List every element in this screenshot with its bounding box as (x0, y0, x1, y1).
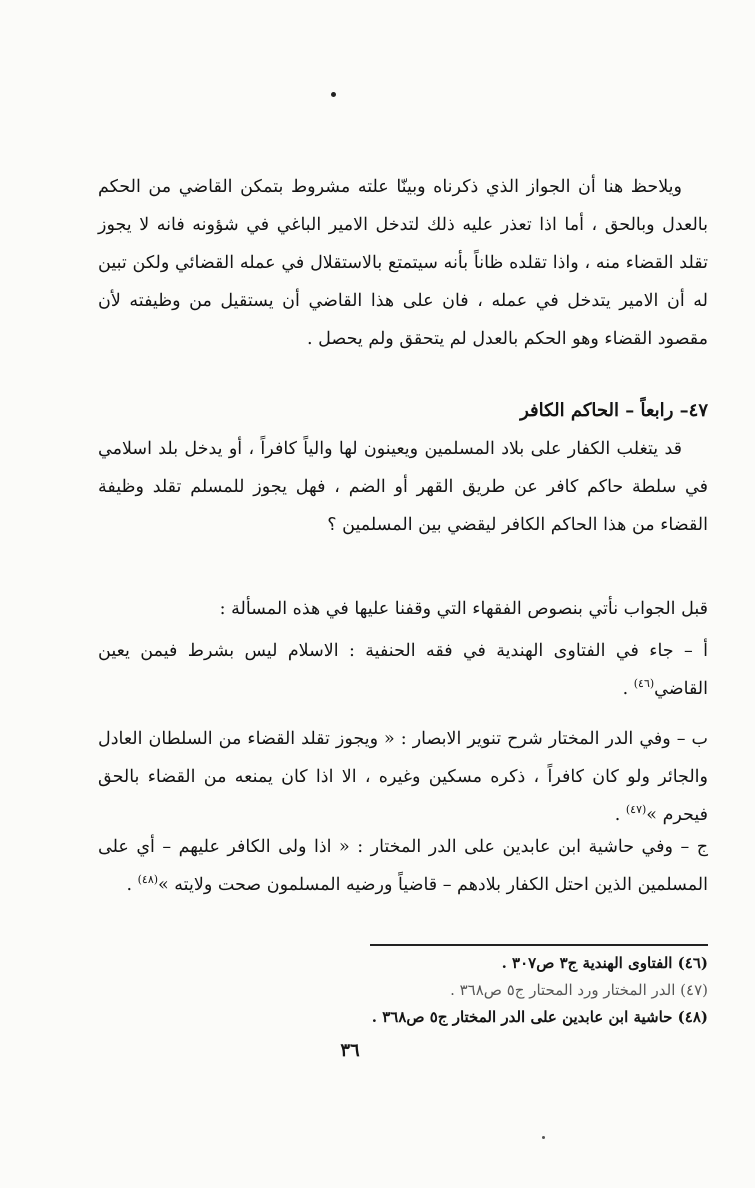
page-number: ٣٦ (340, 1040, 360, 1061)
footnote-46: (٤٦) الفتاوى الهندية ج٣ ص٣٠٧ . (501, 954, 708, 972)
quote-item-c: ج – وفي حاشية ابن عابدين على الدر المختار : « اذا ولى الكافر عليهم – أي على المسلمين الذين احتل الكفار بلادهم – قاضياً ورضيه المسلمون صحت ولايته »$^{(٤٨)}$ . (98, 837, 708, 895)
main-text (98, 168, 708, 358)
section-body (98, 430, 708, 544)
answer-intro: قبل الجواب نأتي بنصوص الفقهاء التي وقفنا عليها في هذه المسألة : (219, 599, 708, 619)
footnote-48: (٤٨) حاشية ابن عابدين على الدر المختار ج٥ ص٣٦٨ . (371, 1008, 708, 1026)
paragraph-joint-validity (98, 168, 708, 358)
footnotes (160, 950, 708, 1031)
footnote-separator (370, 944, 708, 946)
footnote-47: (٤٧) الدر المختار ورد المحتار ج٥ ص٣٦٨ . (450, 981, 708, 999)
section-heading: ٤٧– رابعاً – الحاكم الكافر (520, 400, 708, 421)
section-heading-block (98, 392, 708, 430)
top-ornament-dot (331, 92, 336, 97)
paragraph-2-text: قد يتغلب الكفار على بلاد المسلمين ويعينون لها والياً كافراً ، أو يدخل بلد اسلامي في سلطة حاكم كافر عن طريق القهر أو الضم ، فهل يجوز للمسلم تقلد وظيفة القضاء من هذا الحاكم الكافر ليقضي بين المسلمين ؟ (98, 439, 708, 535)
quote-item-a: أ – جاء في الفتاوى الهندية في فقه الحنفية : الاسلام ليس بشرط فيمن يعين القاضي$^{(٤٦)}$ . (98, 641, 708, 699)
item-c-text: ج – وفي حاشية ابن عابدين على الدر المختار : « اذا ولى الكافر عليهم – أي على المسلمين الذين احتل الكفار بلادهم – قاضياً ورضيه المسلمون صحت ولايته » (98, 837, 708, 895)
paragraph-1-text: ويلاحظ هنا أن الجواز الذي ذكرناه وبينّا علته مشروط بتمكن القاضي من الحكم بالعدل وبالحق ، أما اذا تعذر عليه ذلك لتدخل الامير الباغي في شؤونه فانه لا يجوز تقلد القضاء منه ، واذا تقلده ظاناً بأنه سيتمتع بالاستقلال في عمله القضائي ولكن تبين له أن الامير يتدخل في عمله ، فان على هذا القاضي أن يستقيل من وظيفته لأن مقصود القضاء وهو الحكم بالعدل لم يتحقق ولم يحصل . (98, 177, 708, 349)
quote-item-b: ب – وفي الدر المختار شرح تنوير الابصار : « ويجوز تقلد القضاء من السلطان العادل والجائر ولو كان كافراً ، ذكره مسكين وغيره ، الا اذا كان يمنعه من القضاء بالحق فيحرم »$^{(٤٧)}$ . (98, 729, 708, 825)
item-b-text: ب – وفي الدر المختار شرح تنوير الابصار : « ويجوز تقلد القضاء من السلطان العادل والجائر ولو كان كافراً ، ذكره مسكين وغيره ، الا اذا كان يمنعه من القضاء بالحق فيحرم » (98, 729, 708, 825)
footnote-ref-47: (٤٧) (625, 803, 647, 817)
footnote-ref-46: (٤٦) (633, 677, 655, 691)
footnote-ref-48: (٤٨) (137, 873, 159, 887)
bottom-speck (542, 1136, 545, 1139)
answer-block (98, 590, 708, 628)
paragraph-infidel-ruler (98, 430, 708, 544)
item-a-text: أ – جاء في الفتاوى الهندية في فقه الحنفية : الاسلام ليس بشرط فيمن يعين القاضي (98, 641, 708, 699)
